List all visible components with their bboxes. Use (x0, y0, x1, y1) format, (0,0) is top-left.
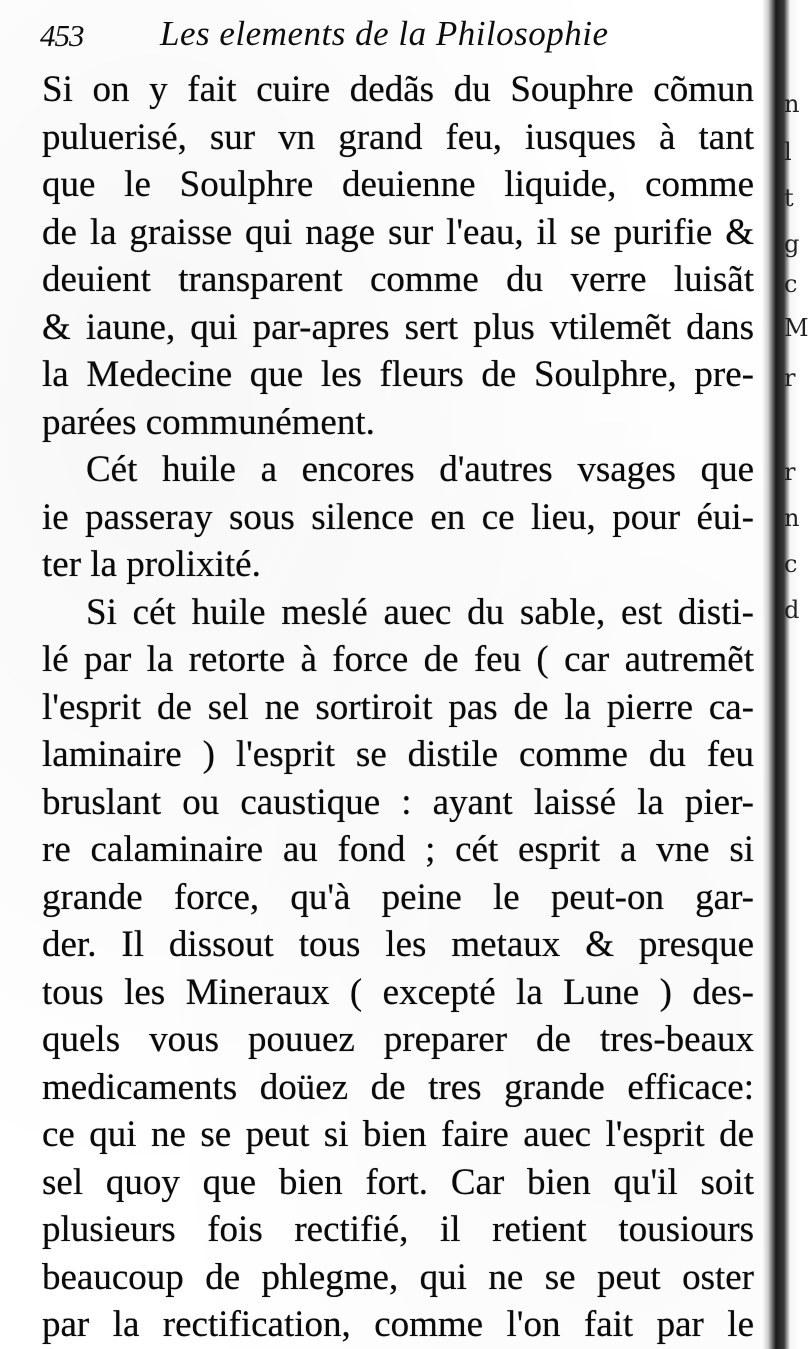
text-line: medicaments doüez de tres grande efficace: (42, 1066, 754, 1108)
body-text (42, 66, 754, 1349)
text-line: puluerisé, sur vn grand feu, iusques à tant (42, 116, 754, 158)
running-head: Les elements de la Philosophie (160, 14, 609, 53)
page-number: 453 (40, 18, 84, 53)
text-line: laminaire ) l'esprit se distile comme du feu (42, 734, 754, 775)
text-line: de la graisse qui nage sur l'eau, il se purifie & (42, 211, 754, 253)
text-line: bruslant ou caustique : ayant laissé la pier- (42, 781, 754, 823)
text-line: grande force, qu'à peine le peut-on gar- (42, 876, 754, 918)
text-line: re calaminaire au fond ; cét esprit a vne si (42, 829, 754, 870)
text-line: lé par la retorte à force de feu ( car autremẽt (42, 639, 754, 680)
text-line: ce qui ne se peut si bien faire auec l'esprit de (42, 1114, 754, 1155)
text-line: tous les Mineraux ( excepté la Lune ) des- (42, 971, 754, 1013)
adjacent-page-letter: n (784, 90, 800, 118)
text-line: plusieurs fois rectifié, il retient tousiours (42, 1209, 754, 1250)
text-line: ter la prolixité. (42, 544, 261, 585)
text-line: Si on y fait cuire dedãs du Souphre cõmun (42, 69, 754, 110)
text-line: Cét huile a encores d'autres vsages que (86, 449, 754, 490)
adjacent-page-letter: M (784, 314, 809, 342)
text-line: der. Il dissout tous les metaux & presque (42, 924, 754, 965)
text-line: Si cét huile meslé auec du sable, est disti- (86, 591, 754, 633)
text-line: beaucoup de phlegme, qui ne se peut oster (42, 1256, 754, 1298)
text-line: la Medecine que les fleurs de Soulphre, pre- (42, 354, 754, 395)
text-line: l'esprit de sel ne sortiroit pas de la pierre ca- (42, 686, 754, 728)
adjacent-page-letter: c (784, 270, 798, 298)
adjacent-page-letter: n (784, 504, 800, 532)
text-line: parées communément. (42, 401, 375, 443)
text-line: par la rectification, comme l'on fait par le (42, 1304, 754, 1345)
page-header (40, 12, 740, 52)
text-line: & iaune, qui par-apres sert plus vtilemẽt dans (42, 306, 754, 348)
adjacent-page-letter: t (784, 184, 794, 212)
adjacent-page-letter: l (784, 138, 792, 166)
adjacent-page-letter: g (784, 230, 800, 258)
text-line: sel quoy que bien fort. Car bien qu'il soit (42, 1161, 754, 1203)
text-line: que le Soulphre deuienne liquide, comme (42, 164, 754, 205)
adjacent-page-letter: r (784, 458, 796, 486)
text-line: deuient transparent comme du verre luisãt (42, 259, 754, 300)
adjacent-page-letter: d (784, 596, 800, 624)
adjacent-page-letter: c (784, 550, 798, 578)
text-line: ie passeray sous silence en ce lieu, pour éui- (42, 496, 754, 538)
adjacent-page-letter: r (784, 364, 796, 392)
text-line: quels vous pouuez preparer de tres-beaux (42, 1019, 754, 1060)
